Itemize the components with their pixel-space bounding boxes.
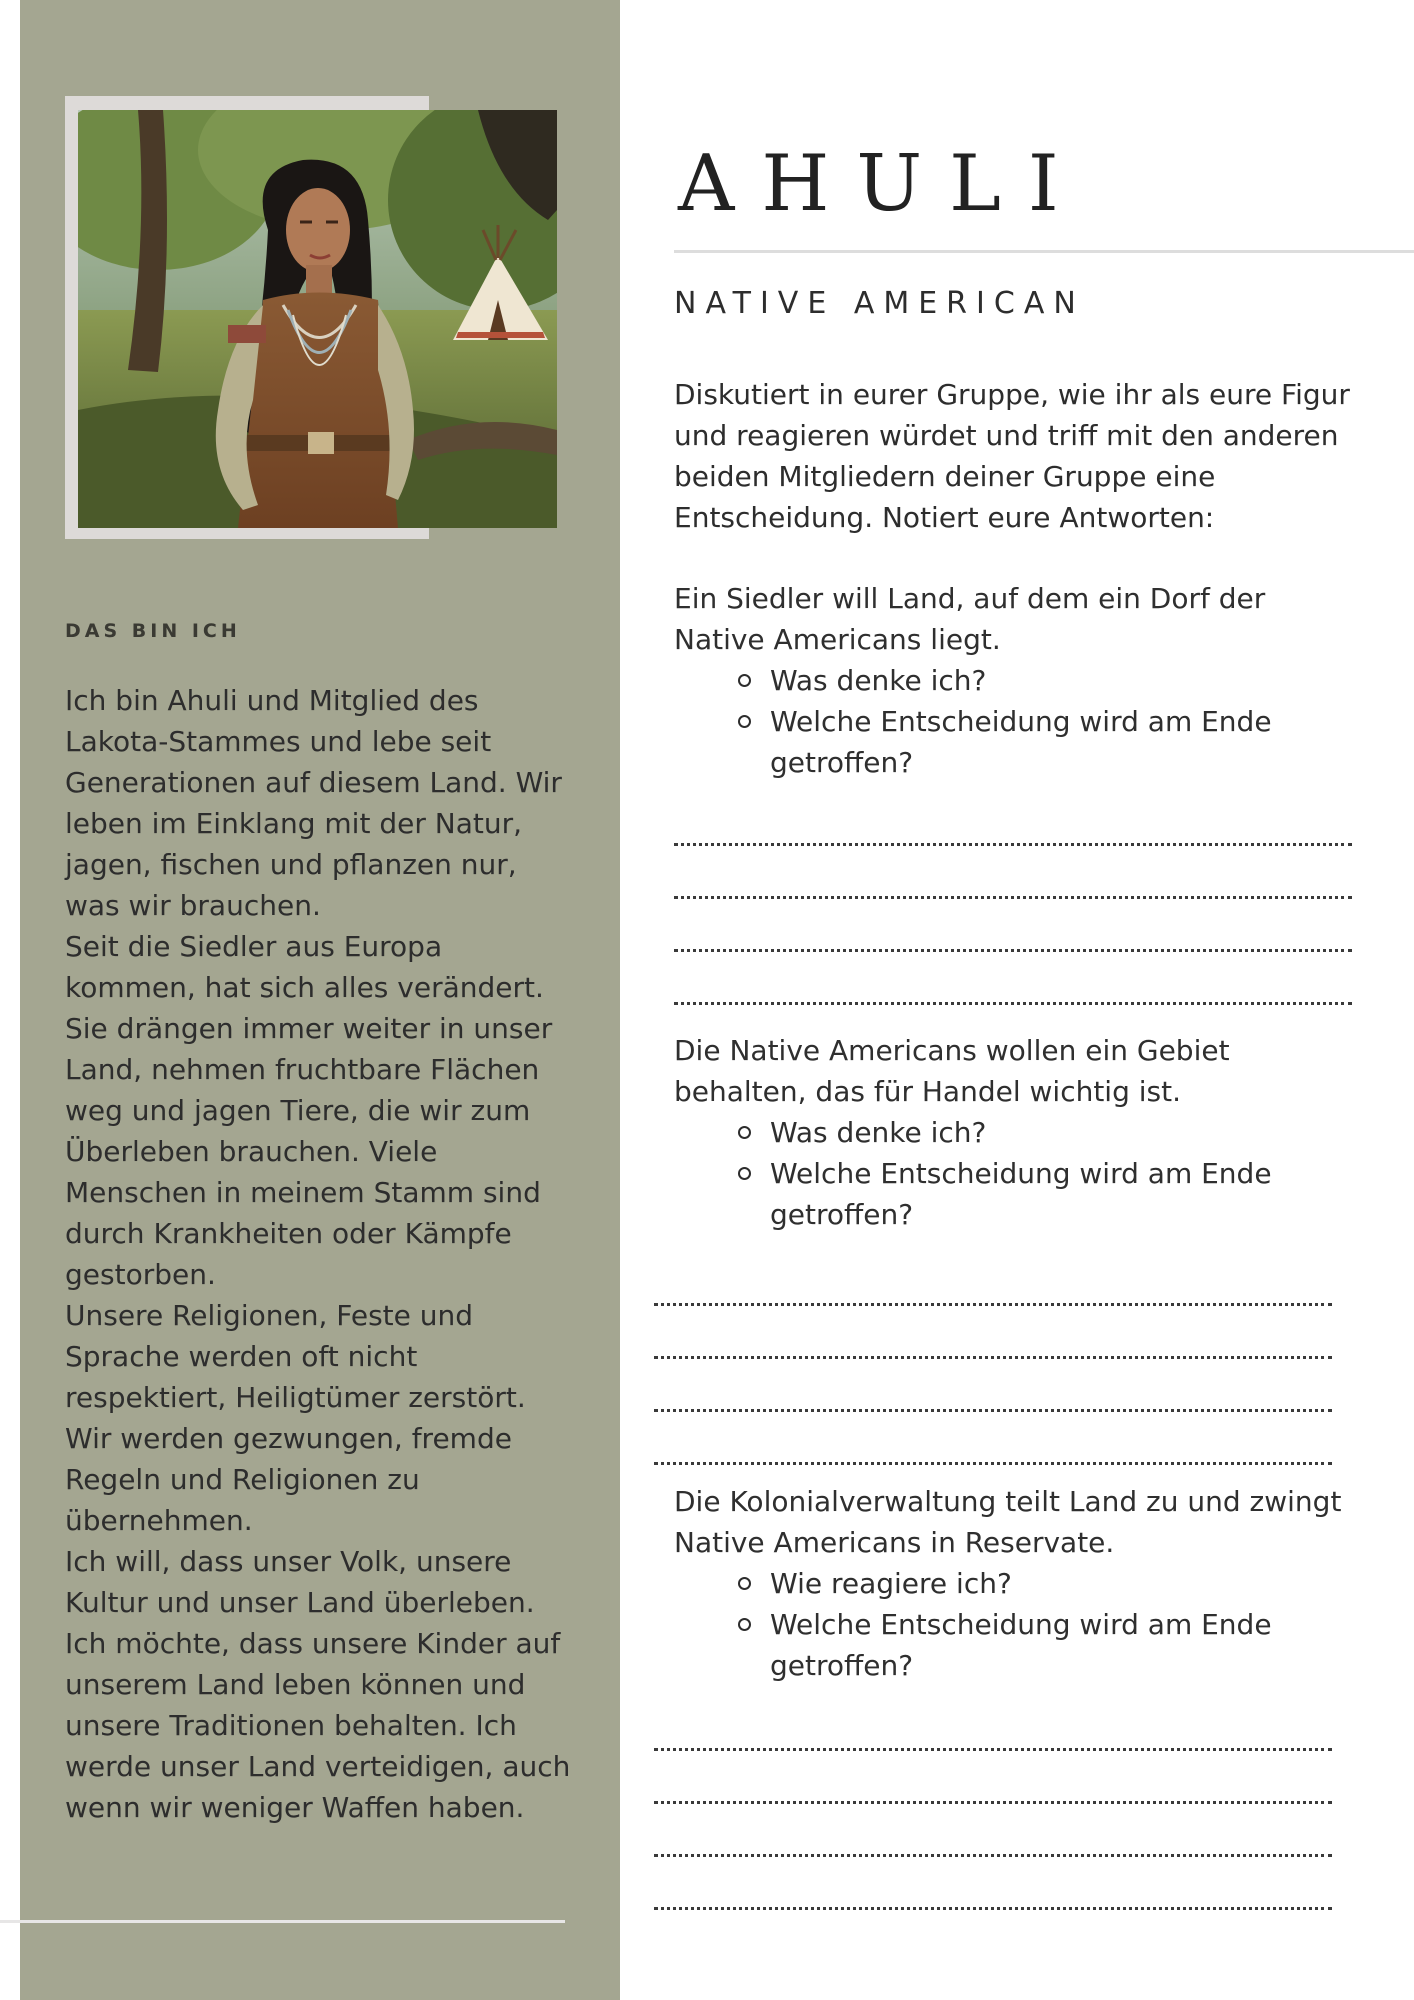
circle-bullet-icon (738, 715, 751, 728)
circle-bullet-icon (738, 1126, 751, 1139)
question-item (770, 1604, 1354, 1686)
answer-line[interactable] (654, 1748, 1332, 1751)
answer-line[interactable] (674, 896, 1352, 899)
answer-line[interactable] (654, 1801, 1332, 1804)
answer-line[interactable] (674, 1002, 1352, 1005)
circle-bullet-icon (738, 674, 751, 687)
scenario-lead: Die Kolonialverwaltung teilt Land zu und zwingt Native Americans in Reservate. (674, 1485, 1342, 1559)
answer-line[interactable] (654, 1303, 1332, 1306)
question-item (770, 1112, 1354, 1153)
question-text: Welche Entscheidung wird am Ende getroffen? (770, 1157, 1272, 1231)
scenario-3 (674, 1481, 1354, 1686)
circle-bullet-icon (738, 1167, 751, 1180)
answer-line[interactable] (654, 1907, 1332, 1910)
scenario-2 (674, 1030, 1354, 1235)
scenario-lead: Die Native Americans wollen ein Gebiet behalten, das für Handel wichtig ist. (674, 1034, 1230, 1108)
bio-paragraph: Ich bin Ahuli und Mitglied des Lakota-Stammes und lebe seit Generationen auf diesem Land. Wir leben im Einklang mit der Natur, jagen, fischen und pflanzen nur, was wir brauchen. (65, 684, 562, 922)
sidebar-divider (0, 1920, 565, 1923)
answer-line[interactable] (654, 1356, 1332, 1359)
scenario-lead: Ein Siedler will Land, auf dem ein Dorf der Native Americans liegt. (674, 582, 1266, 656)
bio-text (65, 680, 575, 1828)
question-text: Welche Entscheidung wird am Ende getroffen? (770, 705, 1272, 779)
circle-bullet-icon (738, 1577, 751, 1590)
question-item (770, 1563, 1354, 1604)
question-list (674, 1112, 1354, 1235)
question-list (674, 660, 1354, 783)
question-item (770, 701, 1354, 783)
circle-bullet-icon (738, 1618, 751, 1631)
section-label: DAS BIN ICH (65, 620, 241, 642)
portrait-image (78, 110, 557, 528)
answer-line[interactable] (674, 949, 1352, 952)
instructions-text: Diskutiert in eurer Gruppe, wie ihr als eure Figur und reagieren würdet und triff mit den anderen beiden Mitgliedern deiner Gruppe eine Entscheidung. Notiert eure Antworten: (674, 378, 1350, 534)
answer-line[interactable] (674, 843, 1352, 846)
question-text: Was denke ich? (770, 664, 987, 697)
question-item (770, 660, 1354, 701)
scenario-1 (674, 578, 1354, 783)
bio-paragraph: Ich will, dass unser Volk, unsere Kultur und unser Land überleben. Ich möchte, dass unsere Kinder auf unserem Land leben können und unsere Traditionen behalten. Ich werde unser Land verteidigen, auch wenn wir weniger Waffen haben. (65, 1545, 571, 1824)
question-item (770, 1153, 1354, 1235)
title-divider (674, 250, 1414, 253)
bio-paragraph: Unsere Religionen, Feste und Sprache werden oft nicht respektiert, Heiligtümer zerstört. Wir werden gezwungen, fremde Regeln und Religionen zu übernehmen. (65, 1299, 526, 1537)
question-text: Welche Entscheidung wird am Ende getroffen? (770, 1608, 1272, 1682)
page-title: AHULI (678, 139, 1086, 229)
answer-line[interactable] (654, 1854, 1332, 1857)
bio-paragraph: Seit die Siedler aus Europa kommen, hat sich alles verändert. Sie drängen immer weiter in unser Land, nehmen fruchtbare Flächen weg und jagen Tiere, die wir zum Überleben brauchen. Viele Menschen in meinem Stamm sind durch Krankheiten oder Kämpfe gestorben. (65, 930, 553, 1291)
question-text: Wie reagiere ich? (770, 1567, 1012, 1600)
answer-line[interactable] (654, 1409, 1332, 1412)
question-text: Was denke ich? (770, 1116, 987, 1149)
answer-line[interactable] (654, 1462, 1332, 1465)
question-list (674, 1563, 1354, 1686)
page-subtitle: NATIVE AMERICAN (674, 286, 1085, 321)
